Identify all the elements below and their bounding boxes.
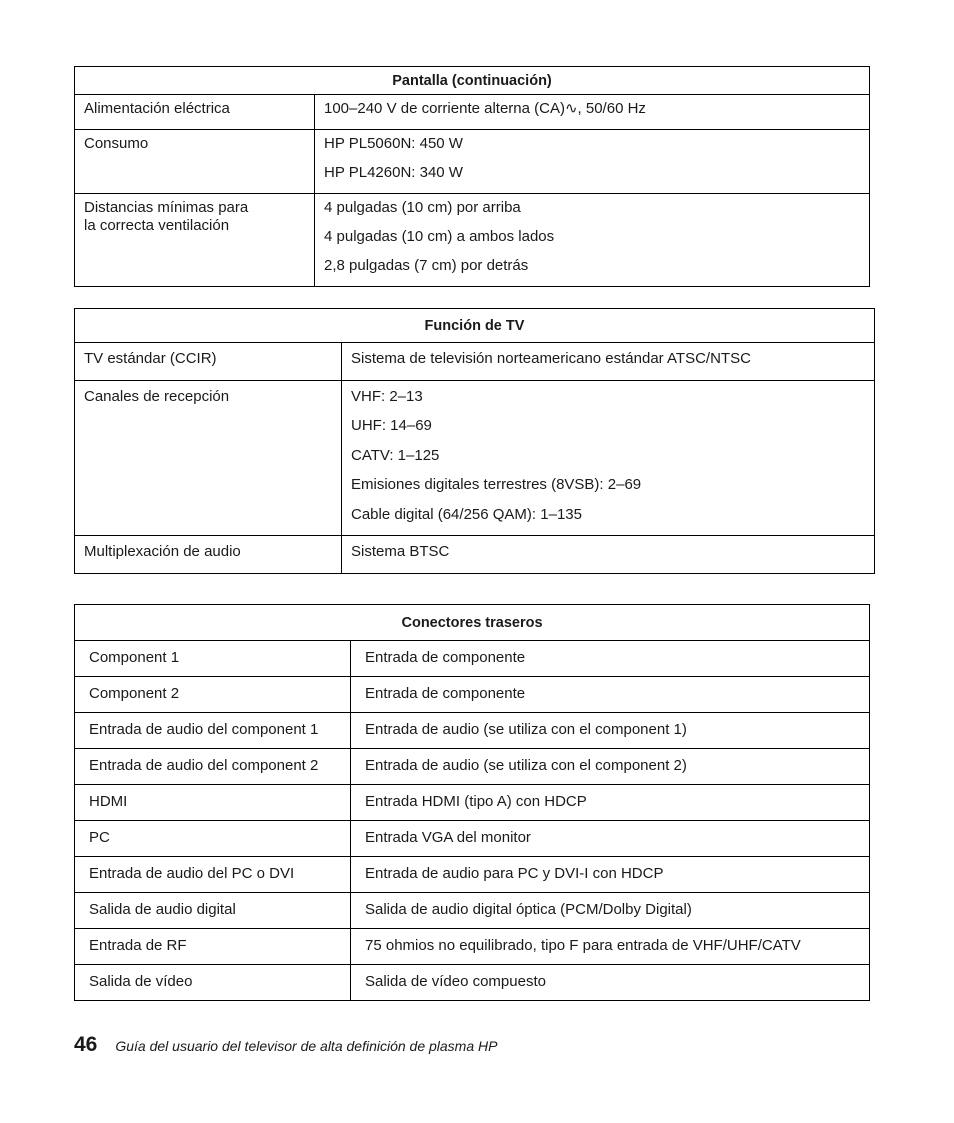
row-value: Emisiones digitales terrestres (8VSB): 2–69 [351,476,642,493]
table-row [75,893,870,929]
table-row [75,677,870,713]
row-label: Salida de vídeo [89,973,193,990]
table-row [75,929,870,965]
row-label: Entrada de RF [89,937,187,954]
row-value: 4 pulgadas (10 cm) a ambos lados [324,228,555,245]
row-value: VHF: 2–13 [351,387,423,405]
row-value: 100–240 V de corriente alterna (CA)∿, 50/60 Hz [324,100,646,117]
tv-function-table [74,308,875,574]
pantalla-spec-table [74,66,870,287]
row-label: PC [89,829,110,846]
table-row [75,536,875,574]
row-label: Salida de audio digital [89,901,236,918]
row-label: TV estándar (CCIR) [84,350,217,367]
page-number: 46 [74,1033,98,1056]
table-row [75,785,870,821]
table-row [75,130,870,194]
row-value: Entrada de audio (se utiliza con el component 1) [365,721,687,738]
row-label: Entrada de audio del component 2 [89,757,319,774]
row-value: Salida de audio digital óptica (PCM/Dolby Digital) [365,901,692,918]
table-header-pantalla: Pantalla (continuación) [75,67,870,95]
row-label: HDMI [89,793,128,810]
table-row [75,380,875,536]
row-value: 75 ohmios no equilibrado, tipo F para entrada de VHF/UHF/CATV [365,937,801,954]
page-footer [74,1033,497,1057]
row-value: HP PL5060N: 450 W [324,135,463,152]
row-value: HP PL4260N: 340 W [324,164,463,181]
row-label: Entrada de audio del PC o DVI [89,865,295,882]
table-row [75,343,875,381]
footer-title: Guía del usuario del televisor de alta definición de plasma HP [115,1038,498,1054]
row-value: UHF: 14–69 [351,417,432,434]
table-row [75,965,870,1001]
table-row [75,749,870,785]
row-value: Entrada de componente [365,685,526,702]
table-row [75,713,870,749]
table-header-tv: Función de TV [75,309,875,343]
table-row [75,857,870,893]
row-label: Component 1 [89,649,180,666]
row-value: Entrada de audio (se utiliza con el component 2) [365,757,687,774]
row-label: Consumo [84,135,149,152]
table-row [75,641,870,677]
row-label: Alimentación eléctrica [84,100,230,117]
row-value: Entrada HDMI (tipo A) con HDCP [365,793,587,810]
table-row [75,821,870,857]
row-label: Canales de recepción [84,387,230,405]
row-value: 2,8 pulgadas (7 cm) por detrás [324,257,529,274]
row-value: Sistema BTSC [351,543,450,560]
rear-connectors-table [74,604,870,1001]
row-value: Salida de vídeo compuesto [365,973,546,990]
row-label: Entrada de audio del component 1 [89,721,319,738]
table-header-conectores: Conectores traseros [75,605,870,641]
row-value: Cable digital (64/256 QAM): 1–135 [351,505,582,523]
row-label: Component 2 [89,685,180,702]
row-value: 4 pulgadas (10 cm) por arriba [324,199,521,216]
row-value: CATV: 1–125 [351,446,440,464]
row-value: Entrada VGA del monitor [365,829,531,846]
row-label: Distancias mínimas para la correcta ventilación [84,199,249,234]
table-row [75,194,870,287]
row-value: Entrada de audio para PC y DVI-I con HDCP [365,865,664,882]
table-row [75,95,870,130]
row-value: Entrada de componente [365,649,526,666]
row-label: Multiplexación de audio [84,543,241,560]
row-value: Sistema de televisión norteamericano estándar ATSC/NTSC [351,350,751,367]
